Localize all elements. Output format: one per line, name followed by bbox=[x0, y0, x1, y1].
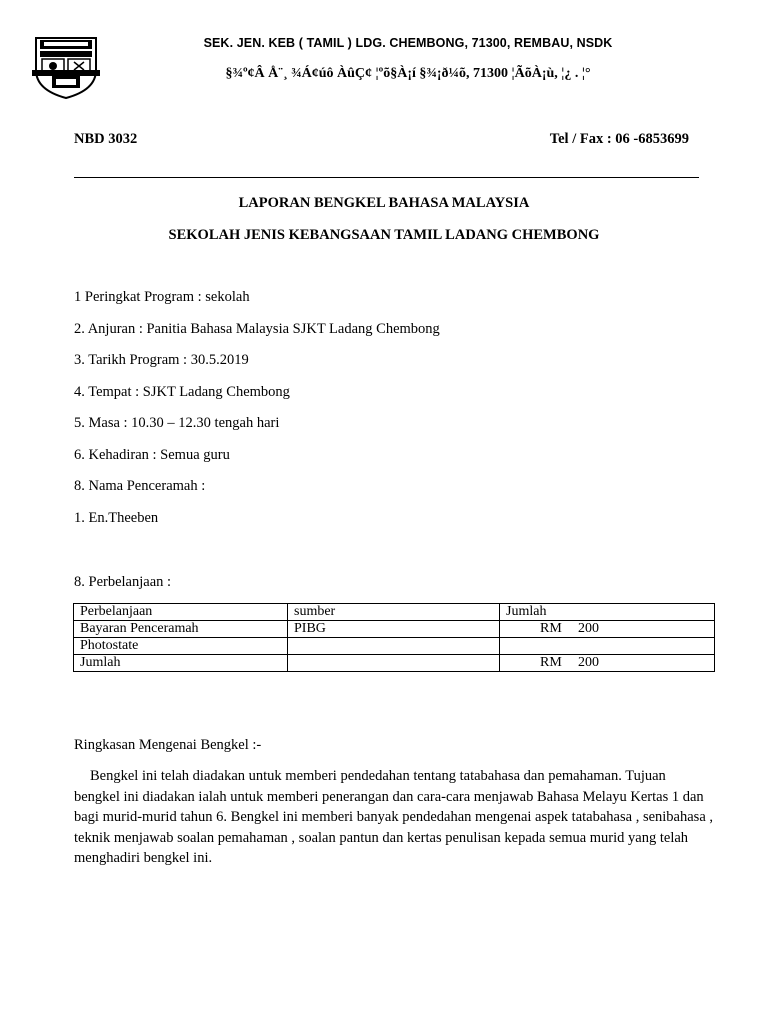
list-item: 2. Anjuran : Panitia Bahasa Malaysia SJKT Ladang Chembong bbox=[74, 320, 440, 337]
expenses-label: 8. Perbelanjaan : bbox=[74, 574, 172, 590]
amount: 200 bbox=[578, 621, 599, 636]
summary-paragraph: Bengkel ini telah diadakan untuk memberi pendedahan tentang tatabahasa dan pemahaman. Tujuan bengkel ini diadakan ialah untuk memberi penerangan dan cara-cara menjawab Bahasa Melayu Kertas 1 dan bagi murid-murid tahun 6. Bengkel ini memberi banyak pendedahan mengenai aspek tatabahasa , senibahasa , teknik menjawab soalan pemahaman , soalan pantun dan kertas penulisan kepada semua murid yang telah menghadiri bengkel ini. bbox=[74, 768, 713, 866]
column-header: Perbelanjaan bbox=[74, 604, 288, 621]
table-cell bbox=[500, 621, 715, 638]
table-cell: Bayaran Penceramah bbox=[74, 621, 288, 638]
column-header: sumber bbox=[288, 604, 500, 621]
list-item: 1 Peringkat Program : sekolah bbox=[74, 289, 250, 305]
table-cell bbox=[288, 655, 500, 672]
program-details-list bbox=[74, 289, 440, 541]
table-cell bbox=[288, 638, 500, 655]
list-item: 5. Masa : 10.30 – 12.30 tengah hari bbox=[74, 415, 280, 431]
table-cell: Jumlah bbox=[74, 655, 288, 672]
school-code: NBD 3032 bbox=[74, 131, 138, 147]
table-cell bbox=[500, 638, 715, 655]
table-row bbox=[74, 638, 715, 655]
list-item: 6. Kehadiran : Semua guru bbox=[74, 446, 230, 463]
header-divider bbox=[74, 177, 699, 178]
column-header: Jumlah bbox=[500, 604, 715, 621]
table-cell: Photostate bbox=[74, 638, 288, 655]
amount: 200 bbox=[578, 655, 599, 670]
school-crest-icon bbox=[30, 30, 102, 102]
list-item: 4. Tempat : SJKT Ladang Chembong bbox=[74, 383, 290, 400]
table-cell: PIBG bbox=[288, 621, 500, 638]
table-row bbox=[74, 621, 715, 638]
report-title: LAPORAN BENGKEL BAHASA MALAYSIA bbox=[238, 195, 530, 211]
list-item: 3. Tarikh Program : 30.5.2019 bbox=[74, 352, 249, 368]
report-subtitle: SEKOLAH JENIS KEBANGSAAN TAMIL LADANG CHEMBONG bbox=[168, 227, 600, 243]
expenses-table bbox=[73, 603, 715, 672]
tamil-address-line: §¾º¢Â Å¨¸ ¾Á¢úô ÀûÇ¢ ¦ºõ§À¡í §¾¡ð¼õ, 71300 ¦ÃõÀ¡ù, ¦¿ . ¦° bbox=[225, 66, 591, 81]
table-header-row bbox=[74, 604, 715, 621]
list-item: 8. Nama Penceramah : bbox=[74, 478, 206, 494]
currency: RM bbox=[540, 621, 562, 636]
currency: RM bbox=[540, 655, 562, 670]
summary-label: Ringkasan Mengenai Bengkel :- bbox=[74, 737, 262, 753]
school-address-line: SEK. JEN. KEB ( TAMIL ) LDG. CHEMBONG, 71300, REMBAU, NSDK bbox=[203, 36, 613, 50]
table-row bbox=[74, 655, 715, 672]
table-cell bbox=[500, 655, 715, 672]
telephone-fax: Tel / Fax : 06 -6853699 bbox=[549, 131, 689, 147]
list-item: 1. En.Theeben bbox=[74, 509, 159, 526]
